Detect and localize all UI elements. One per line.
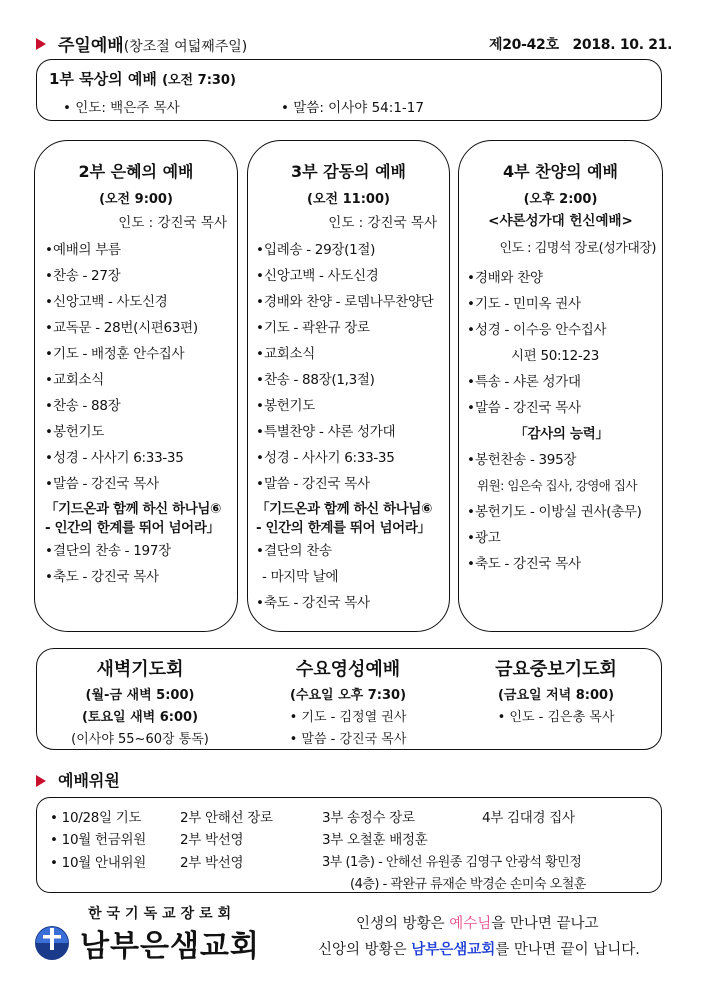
sermon-subtitle: - 인간의 한계를 뛰어 넘어라」 (45, 520, 220, 536)
wednesday-prayer: • 기도 - 김정열 권사 (289, 710, 407, 725)
list-item: •예배의 부름 (45, 242, 121, 258)
dawn-reading: (이사야 55~60장 통독) (71, 732, 209, 747)
issue-number: 제20-42호 (489, 37, 559, 53)
service3-order (256, 237, 443, 616)
issue-date: 2018. 10. 21. (572, 37, 673, 53)
staff-row-offering: • 10월 헌금위원 (50, 832, 146, 848)
dawn-time-weekday: (월-금 새벽 5:00) (85, 688, 195, 703)
issue-info (489, 34, 672, 54)
page-subtitle: (창조절 여덟째주일) (123, 39, 248, 55)
sermon-title: 「기드온과 함께 하신 하나님⑥ (256, 501, 433, 517)
staff-cell: 3부 송정수 장로 (322, 810, 415, 826)
list-item: •광고 (467, 530, 501, 546)
list-item-sub: - 마지막 날에 (262, 569, 339, 585)
service2-order (45, 237, 231, 590)
list-item: •교독문 - 28번(시편63편) (45, 320, 198, 336)
list-item: •특별찬양 - 샤론 성가대 (256, 424, 396, 440)
service1-title: 1부 묵상의 예배 (49, 70, 157, 88)
service4-title: 4부 찬양의 예배 (502, 162, 618, 181)
list-item: •교회소식 (45, 372, 104, 388)
list-item: •경배와 찬양 - 로뎀나무찬양단 (256, 294, 434, 310)
list-item: •축도 - 강진국 목사 (467, 556, 581, 572)
list-item-sub: 시편 50:12-23 (511, 348, 600, 364)
service1-scripture: • 말씀: 이사야 54:1-17 (281, 100, 424, 116)
staff-cell: 2부 안해선 장로 (180, 810, 273, 826)
list-item: •교회소식 (256, 346, 315, 362)
list-item: •입례송 - 29장(1절) (256, 242, 376, 258)
list-item: •말씀 - 강진국 목사 (45, 476, 159, 492)
list-item: •말씀 - 강진국 목사 (467, 400, 581, 416)
list-item: •말씀 - 강진국 목사 (256, 476, 370, 492)
motto-line2: 신앙의 방황은 남부은샘교회를 만나면 끝이 납니다. (318, 942, 640, 958)
motto-line1: 인생의 방황은 예수님을 만나면 끝나고 (356, 916, 599, 932)
service2-time: (오전 9:00) (99, 192, 173, 207)
list-item: •신앙고백 - 사도신경 (256, 268, 379, 284)
list-item-sub: 위원: 임은숙 집사, 강영애 집사 (477, 478, 637, 493)
list-item: •찬송 - 88장(1,3절) (256, 372, 375, 388)
staff-cell: 2부 박선영 (180, 855, 244, 871)
service4-box (458, 140, 663, 632)
dawn-time-saturday: (토요일 새벽 6:00) (81, 710, 199, 725)
friday-prayer (456, 655, 656, 729)
staff-cell: 3부 (1층) - 안해선 유원종 김영구 안광석 황민정 (322, 855, 582, 870)
service4-leader: 인도 : 김명석 장로(성가대장) (499, 241, 656, 256)
staff-row-usher: • 10월 안내위원 (50, 855, 146, 871)
staff-row-prayer: • 10/28일 기도 (50, 810, 142, 826)
staff-title: 예배위원 (58, 771, 120, 790)
list-item: •기도 - 곽완규 장로 (256, 320, 370, 336)
service3-sermon (256, 500, 443, 538)
wednesday-title: 수요영성예배 (295, 659, 401, 680)
list-item: •찬송 - 88장 (45, 398, 121, 414)
list-item: •축도 - 강진국 목사 (256, 595, 370, 611)
list-item: •성경 - 이수응 안수집사 (467, 322, 607, 338)
service2-leader: 인도 : 강진국 목사 (118, 215, 227, 231)
page-title: 주일예배 (58, 36, 124, 56)
staff-cell: (4층) - 곽완규 류재순 박경순 손미숙 오철훈 (350, 877, 586, 892)
list-item: •경배와 찬양 (467, 270, 543, 286)
service1-leader: • 인도: 백은주 목사 (63, 100, 180, 116)
list-item: •봉헌기도 (256, 398, 315, 414)
service2-sermon (45, 500, 231, 538)
service4-time: (오후 2:00) (523, 192, 598, 207)
motto-highlight-church: 남부은샘교회 (411, 942, 496, 958)
list-item: •성경 - 사사기 6:33-35 (256, 450, 395, 466)
service1-box (36, 59, 662, 121)
dawn-title: 새벽기도회 (96, 659, 184, 680)
service3-box (247, 140, 450, 632)
service2-box (34, 140, 238, 632)
staff-bullet-icon (36, 775, 46, 787)
list-item: •특송 - 샤론 성가대 (467, 374, 581, 390)
wednesday-service (248, 655, 448, 751)
service4-order (467, 265, 656, 577)
list-item: •기도 - 배정훈 안수집사 (45, 346, 185, 362)
sermon-title: 「기드온과 함께 하신 하나님⑥ (45, 501, 222, 517)
service1-heading (49, 68, 236, 89)
friday-leader: • 인도 - 김은총 목사 (497, 710, 615, 725)
list-item: •봉헌찬송 - 395장 (467, 452, 577, 468)
friday-title: 금요중보기도회 (495, 659, 617, 680)
list-item: •신앙고백 - 사도신경 (45, 294, 168, 310)
sermon-title: 「감사의 능력」 (514, 426, 609, 442)
header (58, 31, 247, 56)
sermon-subtitle: - 인간의 한계를 뛰어 넘어라」 (256, 520, 431, 536)
wednesday-time: (수요일 오후 7:30) (289, 688, 407, 703)
church-name: 남부은샘교회 (80, 929, 260, 964)
staff-cell: 4부 김대경 집사 (482, 810, 575, 826)
list-item: •봉헌기도 - 이방실 권사(총무) (467, 504, 642, 520)
staff-cell: 2부 박선영 (180, 832, 244, 848)
service3-title: 3부 감동의 예배 (290, 162, 406, 181)
list-item: •축도 - 강진국 목사 (45, 569, 159, 585)
service1-time: (오전 7:30) (162, 73, 236, 88)
list-item: •찬송 - 27장 (45, 268, 121, 284)
list-item: •봉헌기도 (45, 424, 104, 440)
list-item: •결단의 찬송 (256, 543, 332, 559)
list-item: •성경 - 사사기 6:33-35 (45, 450, 184, 466)
friday-time: (금요일 저녁 8:00) (497, 688, 615, 703)
wednesday-sermon: • 말씀 - 강진국 목사 (289, 732, 407, 747)
service4-subtitle: <샤론성가대 헌신예배> (488, 213, 633, 229)
dawn-prayer (40, 655, 240, 751)
motto-highlight-jesus: 예수님 (449, 916, 492, 932)
service3-leader: 인도 : 강진국 목사 (328, 215, 437, 231)
staff-cell: 3부 오철훈 배정훈 (322, 832, 428, 848)
church-logo-icon (34, 925, 70, 961)
service2-title: 2부 은혜의 예배 (78, 162, 194, 181)
list-item: •기도 - 민미옥 권사 (467, 296, 581, 312)
list-item: •결단의 찬송 - 197장 (45, 543, 171, 559)
denomination-name: 한국기독교장로회 (88, 906, 237, 922)
service3-time: (오전 11:00) (307, 192, 390, 207)
header-bullet-icon (36, 38, 46, 50)
